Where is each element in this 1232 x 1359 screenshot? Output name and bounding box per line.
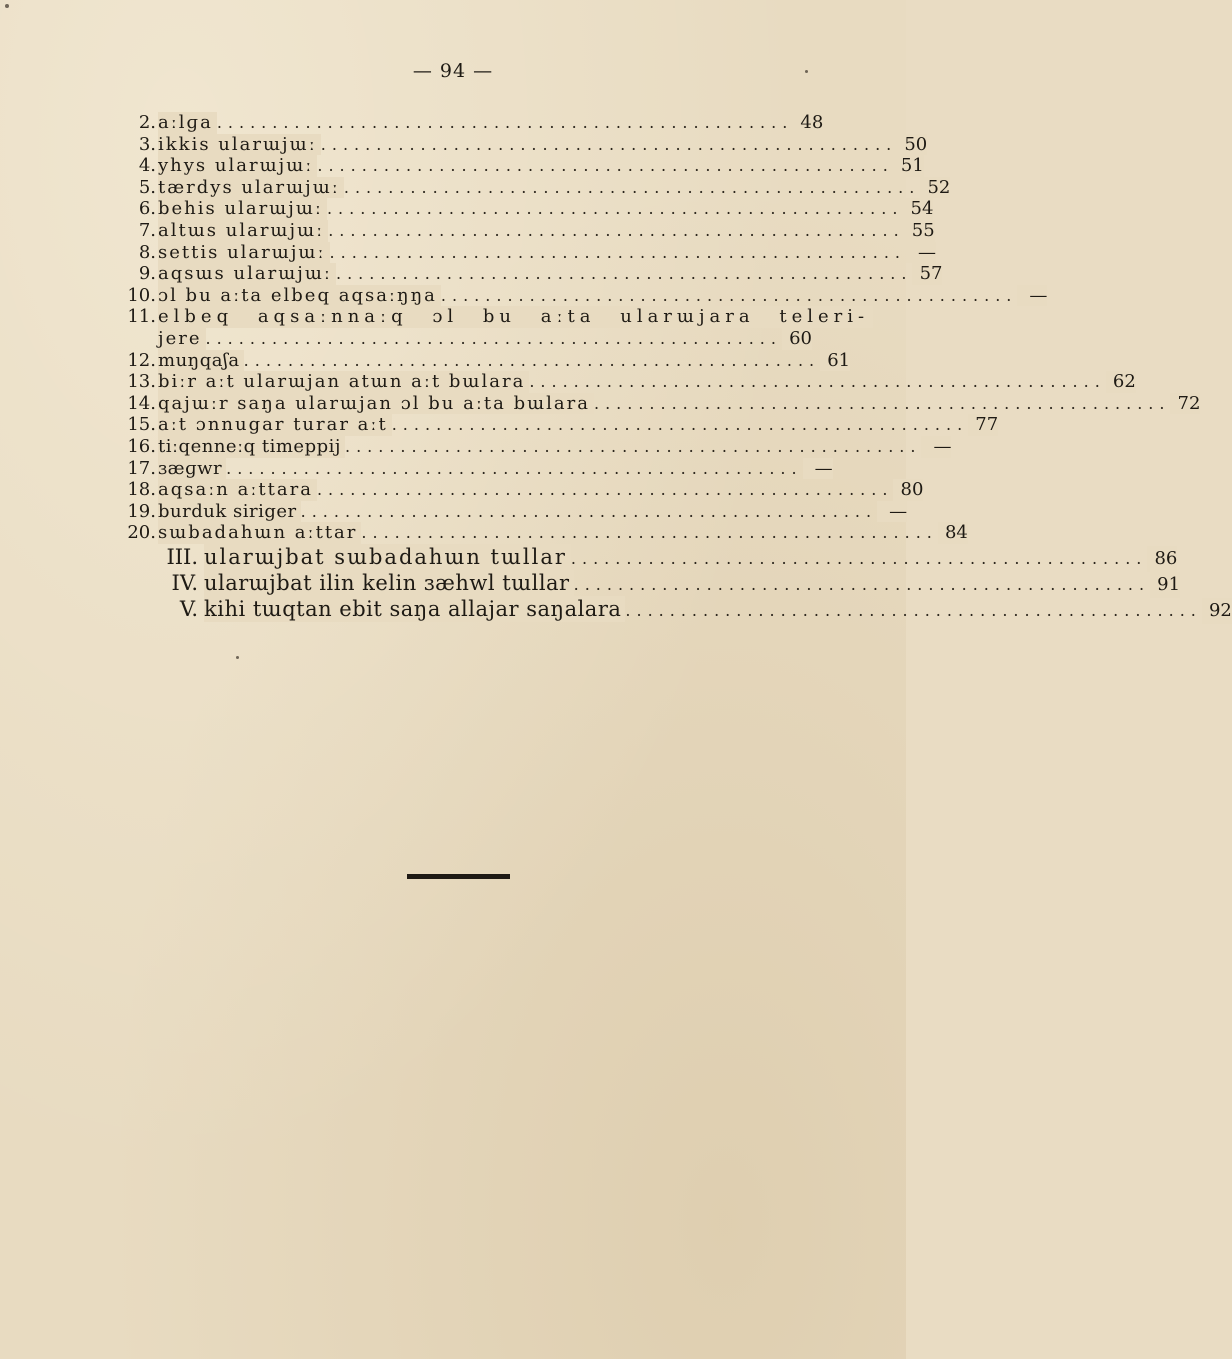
entry-page: — xyxy=(803,458,833,480)
entry-page: 57 xyxy=(912,263,942,285)
entry-title: ikkis ularɯjɯː xyxy=(158,134,321,156)
entry-title: tiːqenneːq timeppij xyxy=(158,436,345,458)
toc-entry xyxy=(118,112,824,134)
entry-number: 7. xyxy=(138,219,156,241)
section-page: 92 xyxy=(1202,598,1232,624)
entry-title: aqsɯs ularɯjɯː xyxy=(158,263,336,285)
dot-leader: .................................................... xyxy=(593,393,1171,413)
section-title: kihi tɯqtan ebit saŋa allajar saŋalara xyxy=(204,596,625,622)
toc-entry xyxy=(118,284,1048,307)
entry-title: aːt ɔnnugar turar aːt xyxy=(158,414,392,436)
toc-entry xyxy=(118,500,908,523)
entry-number: 16. xyxy=(127,435,156,457)
dot-leader: .................................................... xyxy=(243,350,821,370)
section-number: V. xyxy=(179,596,198,621)
print-speck xyxy=(236,656,239,659)
entry-title: ɜæɡwr xyxy=(158,458,226,480)
dot-leader: .................................................... xyxy=(343,177,921,197)
entry-title: tærdys ularɯjɯː xyxy=(158,177,344,199)
entry-number: 6. xyxy=(138,198,156,220)
toc-entry xyxy=(118,522,968,544)
entry-title: muŋqaʃa xyxy=(158,350,244,372)
toc-entry xyxy=(118,133,928,156)
entry-title: qajɯːr saŋa ularɯjan ɔl bu aːta bɯlara xyxy=(158,393,594,415)
entry-number: 13. xyxy=(127,371,156,393)
entry-page: — xyxy=(1017,285,1047,307)
entry-title: sɯbadahɯn aːttar xyxy=(158,522,361,544)
dot-leader: .................................................... xyxy=(440,285,1018,305)
page-number: — 94 — xyxy=(412,60,494,82)
section-number: III. xyxy=(166,544,198,569)
toc-section xyxy=(118,596,1232,622)
dot-leader: .................................................... xyxy=(361,523,938,543)
entry-number: 18. xyxy=(127,479,156,501)
entry-number: 2. xyxy=(138,112,156,133)
dot-leader: .................................................... xyxy=(391,415,969,435)
entry-number: 19. xyxy=(127,500,156,522)
section-title: ularɯjbat sɯbadahɯn tɯllar xyxy=(204,544,571,570)
entry-title: biːr aːt ularɯjan atɯn aːt bɯlara xyxy=(158,371,529,393)
toc-entry xyxy=(118,479,924,501)
section-title: ularɯjbat ilin kelin ɜæhwl tɯllar xyxy=(204,570,574,596)
dot-leader: .................................................... xyxy=(336,264,913,284)
entry-page: 80 xyxy=(893,479,923,501)
section-number: IV. xyxy=(171,570,198,595)
toc-entry xyxy=(118,392,1201,415)
entry-page: 77 xyxy=(968,414,998,436)
dot-leader: .................................................... xyxy=(317,156,894,176)
table-of-contents xyxy=(118,112,1232,622)
toc-entry xyxy=(118,155,924,177)
toc-entry xyxy=(118,176,951,199)
end-rule xyxy=(407,874,510,879)
entry-number: 10. xyxy=(127,284,156,306)
entry-number: 3. xyxy=(138,133,156,155)
toc-entry xyxy=(118,349,851,372)
dot-leader: .................................................... xyxy=(329,242,907,262)
entry-page: 62 xyxy=(1106,371,1136,393)
entry-number: 8. xyxy=(138,241,156,263)
entry-page: 54 xyxy=(903,198,933,220)
entry-page: 48 xyxy=(793,112,823,134)
entry-page: 61 xyxy=(820,350,850,372)
entry-number: 11. xyxy=(127,306,156,328)
toc-entry xyxy=(118,435,952,458)
print-speck xyxy=(5,4,9,8)
section-page: 86 xyxy=(1147,546,1177,572)
toc-entry xyxy=(118,371,1136,393)
entry-page: — xyxy=(877,501,907,523)
entry-number: 20. xyxy=(127,522,156,544)
entry-page: 51 xyxy=(894,155,924,177)
entry-number: 15. xyxy=(127,414,156,436)
dot-leader: .................................................... xyxy=(226,458,803,478)
entry-page: — xyxy=(921,436,951,458)
toc-section xyxy=(118,570,1181,596)
entry-page: 52 xyxy=(920,177,950,199)
entry-title: aqsaːn aːttara xyxy=(158,479,317,501)
dot-leader: .................................................... xyxy=(570,548,1148,568)
dot-leader: .................................................... xyxy=(326,199,904,219)
entry-title-continuation: jere xyxy=(158,328,206,350)
dot-leader: .................................................... xyxy=(625,600,1202,620)
entry-title: altɯs ularɯjɯː xyxy=(158,220,328,242)
entry-page: 50 xyxy=(897,134,927,156)
dot-leader: .................................................... xyxy=(344,436,922,456)
dot-leader: .................................................... xyxy=(316,480,894,500)
entry-page: 72 xyxy=(1170,393,1200,415)
dot-leader: .................................................... xyxy=(205,328,782,348)
toc-entry xyxy=(118,219,935,242)
section-page: 91 xyxy=(1150,572,1180,598)
dot-leader: .................................................... xyxy=(216,113,794,132)
dot-leader: .................................................... xyxy=(320,134,898,154)
toc-entry xyxy=(118,457,833,480)
toc-entry xyxy=(118,414,999,436)
entry-title: behis ularɯjɯː xyxy=(158,198,327,220)
entry-page: 60 xyxy=(782,328,812,350)
entry-number: 4. xyxy=(138,155,156,177)
toc-entry xyxy=(118,263,943,285)
toc-entry xyxy=(118,198,934,220)
entry-number: 12. xyxy=(127,349,156,371)
entry-page: 55 xyxy=(905,220,935,242)
entry-number: 17. xyxy=(127,457,156,479)
entry-title: burduk siriger xyxy=(158,501,301,523)
entry-number: 14. xyxy=(127,392,156,414)
toc-entry xyxy=(118,306,870,349)
entry-title: ɔl bu aːta elbeq aqsaːŋŋa xyxy=(158,285,441,307)
entry-page: 84 xyxy=(938,522,968,544)
dot-leader: .................................................... xyxy=(328,220,905,240)
toc-entry xyxy=(118,241,937,264)
entry-title: settis ularɯjɯː xyxy=(158,242,330,264)
dot-leader: .................................................... xyxy=(573,574,1151,594)
dot-leader: .................................................... xyxy=(300,501,878,521)
entry-page: — xyxy=(906,242,936,264)
print-speck xyxy=(805,70,808,73)
entry-title: elbeq aqsaːnnaːq ɔl bu aːta ularɯjara teleri- xyxy=(158,306,873,328)
toc-section xyxy=(118,544,1178,570)
entry-title: aːlɡa xyxy=(158,112,217,134)
entry-number: 9. xyxy=(138,263,156,285)
entry-title: yhys ularɯjɯː xyxy=(158,155,317,177)
entry-number: 5. xyxy=(138,176,156,198)
dot-leader: .................................................... xyxy=(529,372,1106,392)
